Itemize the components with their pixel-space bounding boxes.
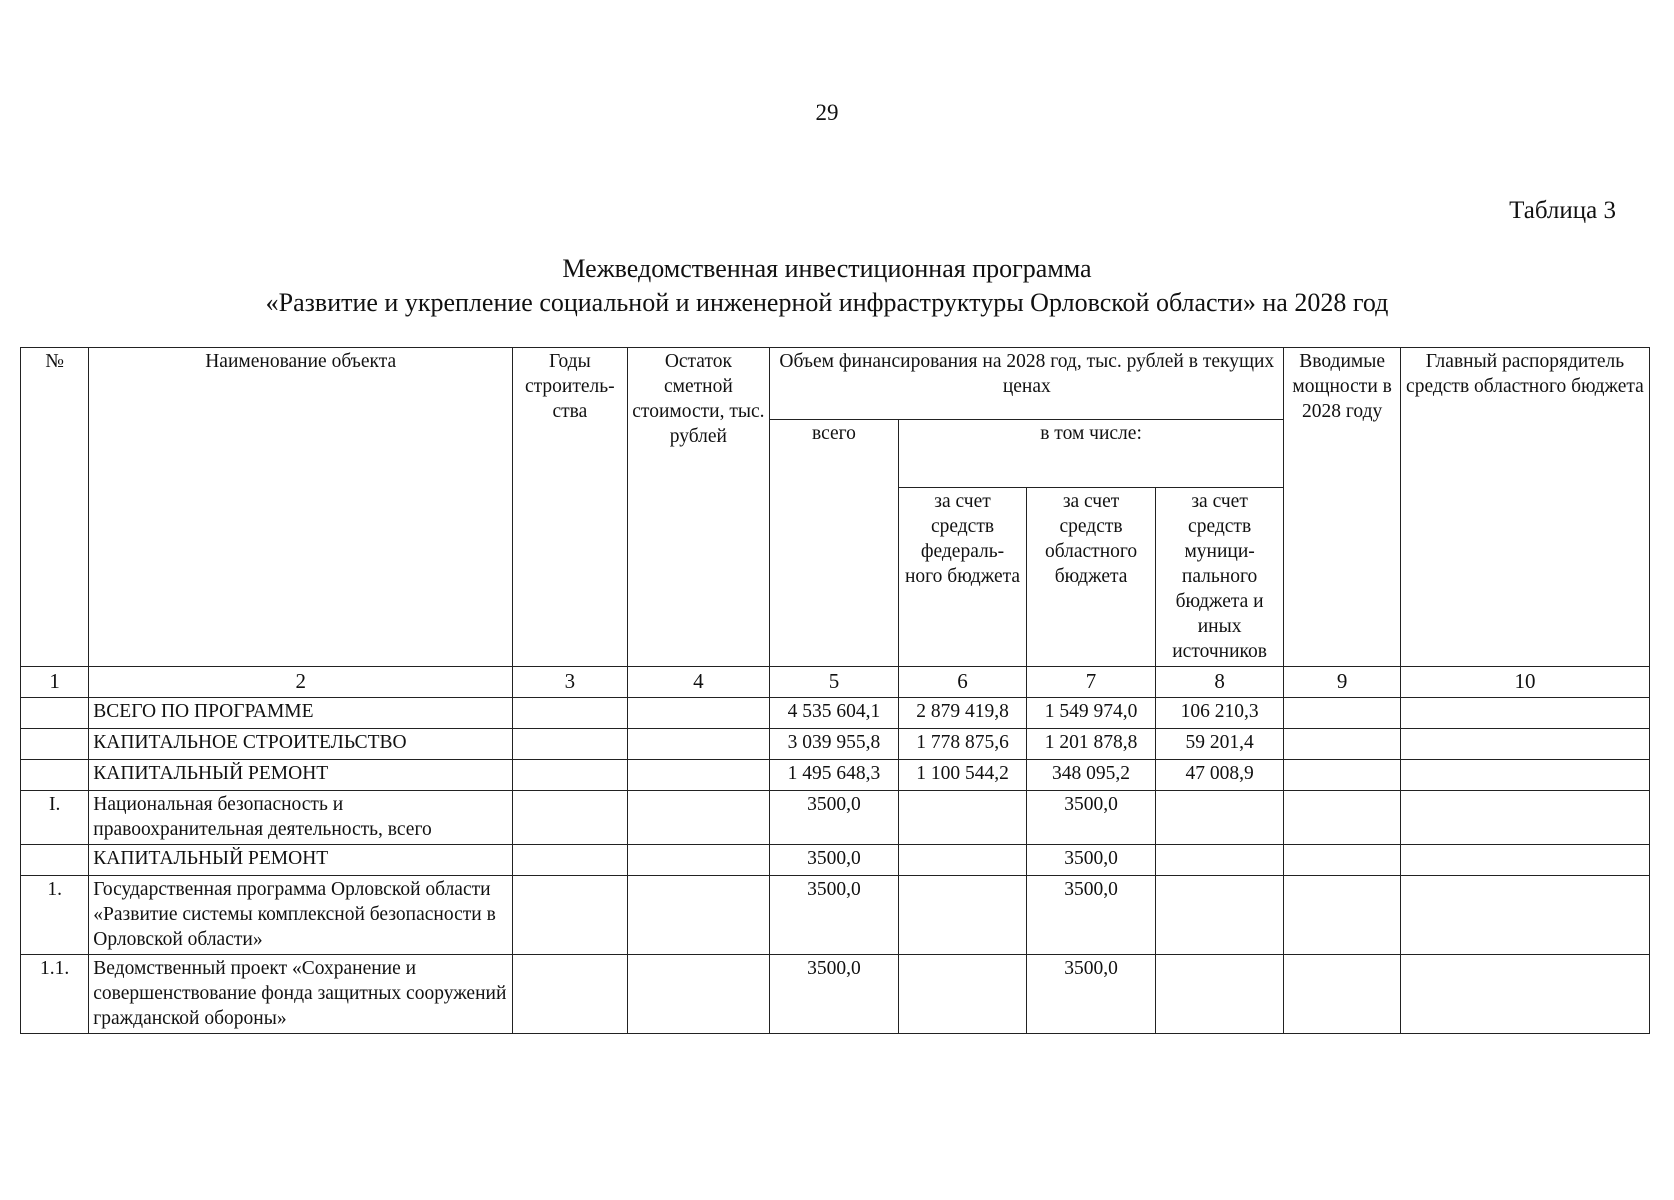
row-municipal	[1155, 791, 1284, 845]
document-title	[0, 252, 1654, 320]
column-number: 7	[1027, 667, 1156, 698]
row-regional: 3500,0	[1027, 955, 1156, 1034]
row-total: 3500,0	[770, 876, 899, 955]
row-municipal: 47 008,9	[1155, 760, 1284, 791]
row-municipal: 59 201,4	[1155, 729, 1284, 760]
row-regional: 3500,0	[1027, 791, 1156, 845]
row-manager	[1400, 845, 1649, 876]
table-row	[21, 791, 1650, 845]
row-num	[21, 760, 89, 791]
table-row	[21, 760, 1650, 791]
row-total: 3500,0	[770, 955, 899, 1034]
column-number: 9	[1284, 667, 1401, 698]
row-federal	[898, 955, 1027, 1034]
row-manager	[1400, 791, 1649, 845]
row-total: 1 495 648,3	[770, 760, 899, 791]
row-name: Государственная программа Орловской области «Развитие системы комплексной безопасности в Орловской области»	[89, 876, 513, 955]
row-num	[21, 698, 89, 729]
row-regional: 3500,0	[1027, 845, 1156, 876]
table-label: Таблица 3	[1509, 197, 1616, 224]
column-number: 10	[1400, 667, 1649, 698]
row-num: I.	[21, 791, 89, 845]
row-capacity	[1284, 760, 1401, 791]
row-federal: 2 879 419,8	[898, 698, 1027, 729]
table-header	[21, 348, 1650, 698]
row-remainder	[627, 698, 770, 729]
table-row	[21, 876, 1650, 955]
row-total: 3500,0	[770, 845, 899, 876]
table-row	[21, 698, 1650, 729]
title-line-2: «Развитие и укрепление социальной и инженерной инфраструктуры Орловской области» на 2028 год	[265, 288, 1389, 317]
row-name: КАПИТАЛЬНЫЙ РЕМОНТ	[89, 760, 513, 791]
column-number: 3	[513, 667, 627, 698]
column-number: 1	[21, 667, 89, 698]
header-total: всего	[770, 420, 899, 667]
header-including: в том числе:	[898, 420, 1284, 488]
row-federal	[898, 876, 1027, 955]
header-federal: за счет средств федераль-ного бюджета	[898, 488, 1027, 667]
table-row	[21, 955, 1650, 1034]
row-num: 1.	[21, 876, 89, 955]
table-row	[21, 729, 1650, 760]
header-num: №	[21, 348, 89, 667]
column-number: 4	[627, 667, 770, 698]
row-years	[513, 760, 627, 791]
row-federal: 1 778 875,6	[898, 729, 1027, 760]
row-municipal	[1155, 845, 1284, 876]
row-remainder	[627, 876, 770, 955]
row-capacity	[1284, 791, 1401, 845]
row-years	[513, 729, 627, 760]
row-municipal: 106 210,3	[1155, 698, 1284, 729]
row-remainder	[627, 760, 770, 791]
row-total: 3500,0	[770, 791, 899, 845]
header-manager: Главный распорядитель средств областного бюджета	[1400, 348, 1649, 667]
row-manager	[1400, 698, 1649, 729]
row-name: Национальная безопасность и правоохранительная деятельность, всего	[89, 791, 513, 845]
row-manager	[1400, 729, 1649, 760]
row-years	[513, 698, 627, 729]
row-capacity	[1284, 876, 1401, 955]
title-line-1: Межведомственная инвестиционная программа	[562, 254, 1092, 283]
table-body	[21, 698, 1650, 1034]
row-federal: 1 100 544,2	[898, 760, 1027, 791]
row-name: ВСЕГО ПО ПРОГРАММЕ	[89, 698, 513, 729]
row-capacity	[1284, 845, 1401, 876]
row-regional: 348 095,2	[1027, 760, 1156, 791]
header-volume: Объем финансирования на 2028 год, тыс. рублей в текущих ценах	[770, 348, 1284, 420]
row-manager	[1400, 955, 1649, 1034]
row-federal	[898, 845, 1027, 876]
row-num: 1.1.	[21, 955, 89, 1034]
row-name: Ведомственный проект «Сохранение и совершенствование фонда защитных сооружений гражданской обороны»	[89, 955, 513, 1034]
row-years	[513, 791, 627, 845]
row-remainder	[627, 729, 770, 760]
row-name: КАПИТАЛЬНЫЙ РЕМОНТ	[89, 845, 513, 876]
column-number-row	[21, 667, 1650, 698]
column-number: 8	[1155, 667, 1284, 698]
page-number: 29	[815, 100, 839, 125]
row-regional: 1 549 974,0	[1027, 698, 1156, 729]
row-regional: 1 201 878,8	[1027, 729, 1156, 760]
header-name: Наименование объекта	[89, 348, 513, 667]
row-remainder	[627, 845, 770, 876]
row-remainder	[627, 955, 770, 1034]
row-years	[513, 955, 627, 1034]
column-number: 2	[89, 667, 513, 698]
row-remainder	[627, 791, 770, 845]
row-num	[21, 729, 89, 760]
header-remainder: Остаток сметной стоимости, тыс. рублей	[627, 348, 770, 667]
investment-table	[20, 347, 1650, 1034]
row-regional: 3500,0	[1027, 876, 1156, 955]
row-years	[513, 845, 627, 876]
row-name: КАПИТАЛЬНОЕ СТРОИТЕЛЬСТВО	[89, 729, 513, 760]
header-years: Годы строитель-ства	[513, 348, 627, 667]
row-federal	[898, 791, 1027, 845]
row-total: 4 535 604,1	[770, 698, 899, 729]
row-years	[513, 876, 627, 955]
row-municipal	[1155, 955, 1284, 1034]
row-manager	[1400, 876, 1649, 955]
table-row	[21, 845, 1650, 876]
header-municipal: за счет средств муници-пального бюджета и иных источников	[1155, 488, 1284, 667]
row-manager	[1400, 760, 1649, 791]
row-capacity	[1284, 729, 1401, 760]
header-capacity: Вводимые мощности в 2028 году	[1284, 348, 1401, 667]
column-number: 6	[898, 667, 1027, 698]
row-capacity	[1284, 955, 1401, 1034]
header-regional: за счет средств областного бюджета	[1027, 488, 1156, 667]
row-total: 3 039 955,8	[770, 729, 899, 760]
row-municipal	[1155, 876, 1284, 955]
row-capacity	[1284, 698, 1401, 729]
column-number: 5	[770, 667, 899, 698]
row-num	[21, 845, 89, 876]
